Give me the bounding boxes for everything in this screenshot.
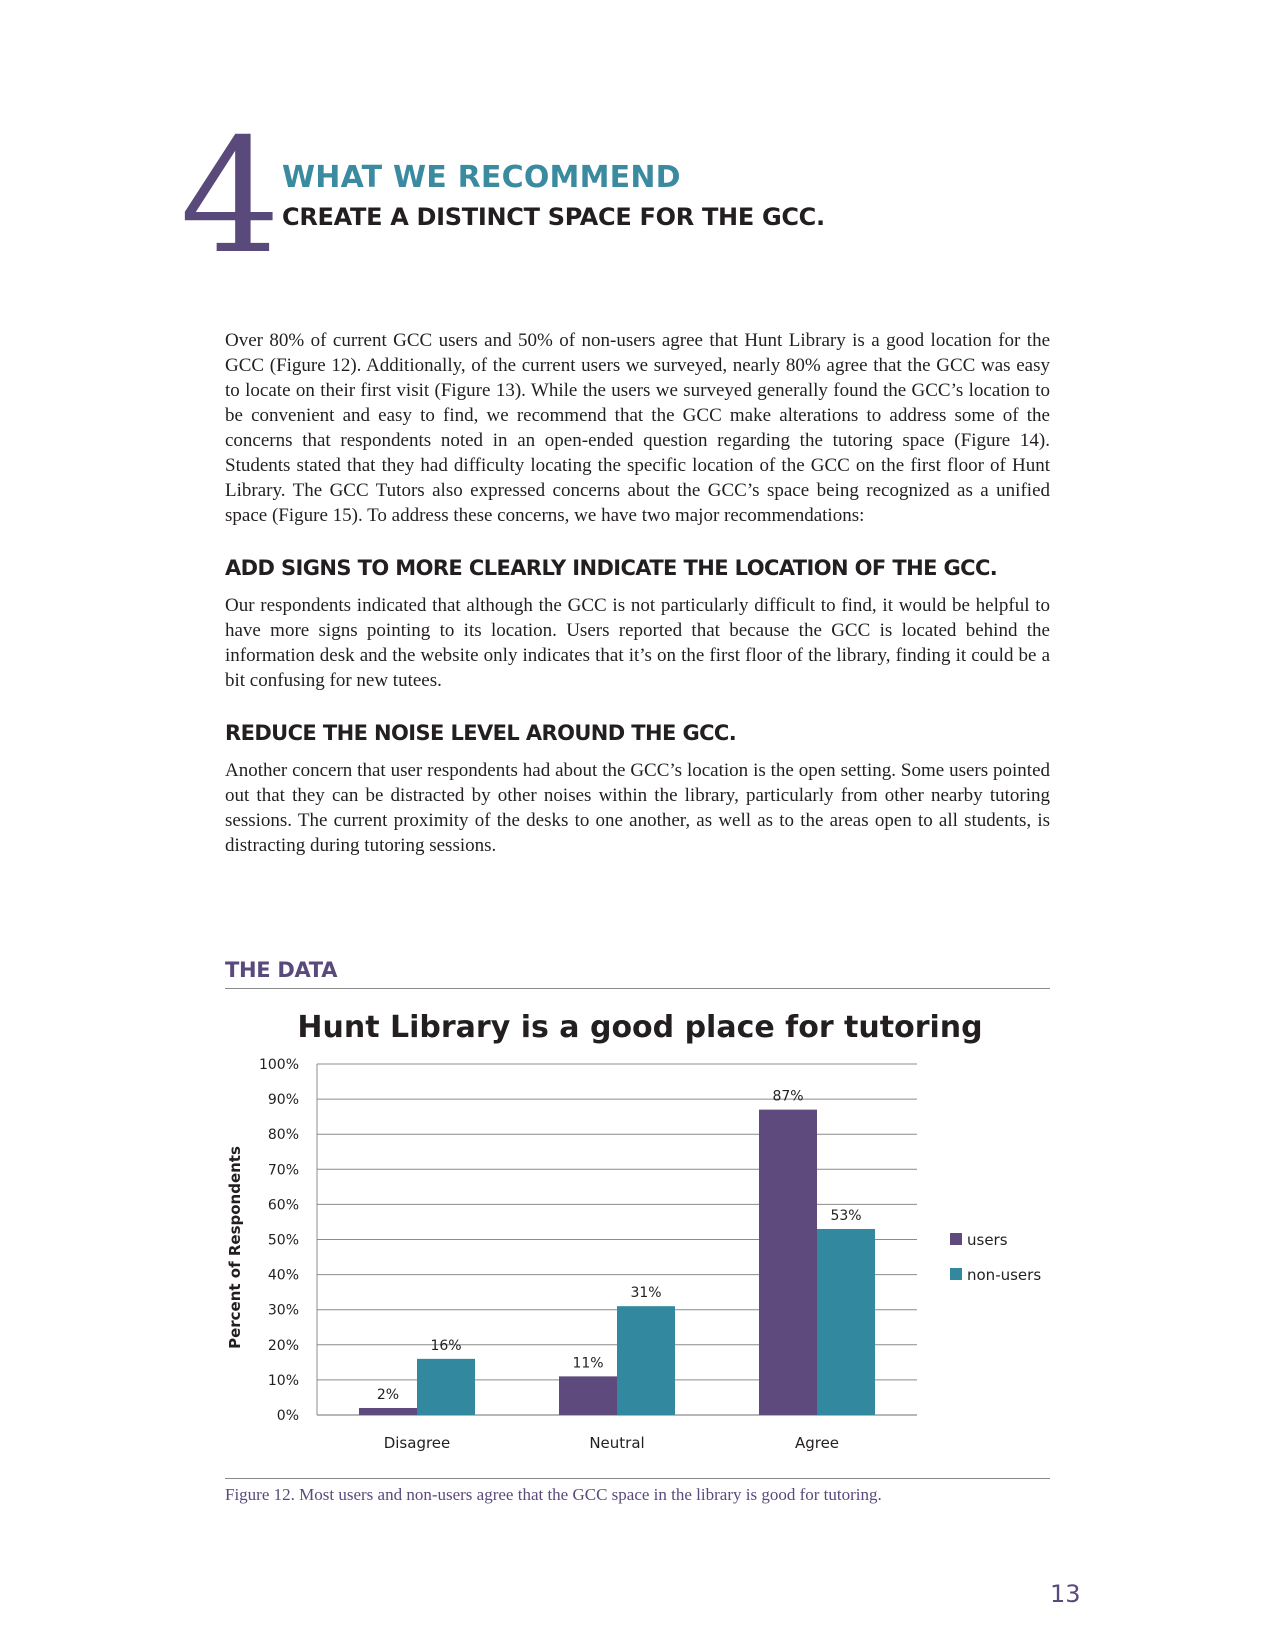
y-tick-label: 80%: [267, 1127, 299, 1144]
recommendation-heading-noise: REDUCE THE NOISE LEVEL AROUND THE GCC.: [225, 721, 737, 745]
recommendation-text-signs: Our respondents indicated that although the GCC is not particularly difficult to find, it would be helpful to have more signs pointing to its location. Users reported that because the GCC is located behind the information desk and the website only indicates that it’s on the first floor of the library, finding it could be a bit confusing for new tutees.: [225, 595, 1050, 691]
divider-top: [225, 988, 1050, 989]
divider-bottom: [225, 1478, 1050, 1479]
x-tick-label: Agree: [794, 1434, 840, 1452]
chart-title: Hunt Library is a good place for tutoring: [297, 1010, 983, 1045]
data-label: 87%: [772, 1088, 804, 1105]
y-tick-label: 60%: [267, 1197, 299, 1214]
data-label: 2%: [376, 1386, 400, 1403]
y-tick-label: 90%: [267, 1092, 299, 1109]
recommendation-text-noise: Another concern that user respondents had about the GCC’s location is the open setting. Some users pointed out that they can be distracted by other noises within the library, particularly from other nearby tutoring sessions. The current proximity of the desks to one another, as well as to the areas open to all students, is distracting during tutoring sessions.: [225, 760, 1050, 856]
x-tick-label: Disagree: [383, 1434, 451, 1452]
data-label: 16%: [430, 1337, 462, 1354]
recommendation-heading-signs: ADD SIGNS TO MORE CLEARLY INDICATE THE LOCATION OF THE GCC.: [225, 556, 998, 580]
data-label: 11%: [572, 1355, 604, 1372]
legend-label-non-users: non-users: [967, 1266, 1042, 1284]
x-tick-label: Neutral: [589, 1434, 645, 1452]
legend-label-users: users: [967, 1231, 1008, 1249]
page-number: 13: [1050, 1580, 1081, 1608]
y-tick-label: 0%: [276, 1408, 299, 1424]
legend-swatch-non-users: [950, 1268, 962, 1280]
y-tick-label: 10%: [267, 1372, 299, 1389]
y-tick-label: 100%: [258, 1057, 299, 1073]
section-kicker: WHAT WE RECOMMEND: [282, 160, 681, 195]
bar-users-disagree: [359, 1408, 417, 1415]
data-label: 53%: [830, 1207, 862, 1224]
chart-bars: [359, 1110, 875, 1415]
y-tick-label: 50%: [267, 1232, 299, 1249]
bar-non-users-agree: [817, 1229, 875, 1415]
intro-paragraph: Over 80% of current GCC users and 50% of non-users agree that Hunt Library is a good location for the GCC (Figure 12). Additionally, of the current users we surveyed, nearly 80% agree that the GCC was easy to locate on their first visit (Figure 13). While the users we surveyed generally found the GCC’s location to be convenient and easy to find, we recommend that the GCC make alterations to address some of the concerns that respondents noted in an open-ended question regarding the tutoring space (Figure 14). Students stated that they had difficulty locating the specific location of the GCC on the first floor of Hunt Library. The GCC Tutors also expressed concerns about the GCC’s space being recognized as a unified space (Figure 15). To address these concerns, we have two major recommendations:: [225, 330, 1050, 526]
y-axis-title: Percent of Respondents: [226, 1146, 244, 1349]
bar-non-users-disagree: [417, 1359, 475, 1415]
bar-non-users-neutral: [617, 1306, 675, 1415]
bar-users-agree: [759, 1110, 817, 1415]
bar-chart: [225, 995, 1050, 1470]
chart-legend: [950, 1231, 1041, 1284]
figure-caption: Figure 12. Most users and non-users agree that the GCC space in the library is good for tutoring.: [225, 1485, 882, 1504]
data-section-heading: THE DATA: [225, 958, 338, 982]
body-content: [225, 328, 1050, 858]
data-label: 31%: [630, 1285, 662, 1302]
y-tick-label: 40%: [267, 1267, 299, 1284]
bar-users-neutral: [559, 1376, 617, 1415]
y-tick-label: 70%: [267, 1162, 299, 1179]
chapter-number: 4: [180, 105, 281, 289]
y-tick-label: 20%: [267, 1337, 299, 1354]
y-tick-label: 30%: [267, 1302, 299, 1319]
legend-swatch-users: [950, 1233, 962, 1245]
section-title: CREATE A DISTINCT SPACE FOR THE GCC.: [282, 203, 825, 231]
